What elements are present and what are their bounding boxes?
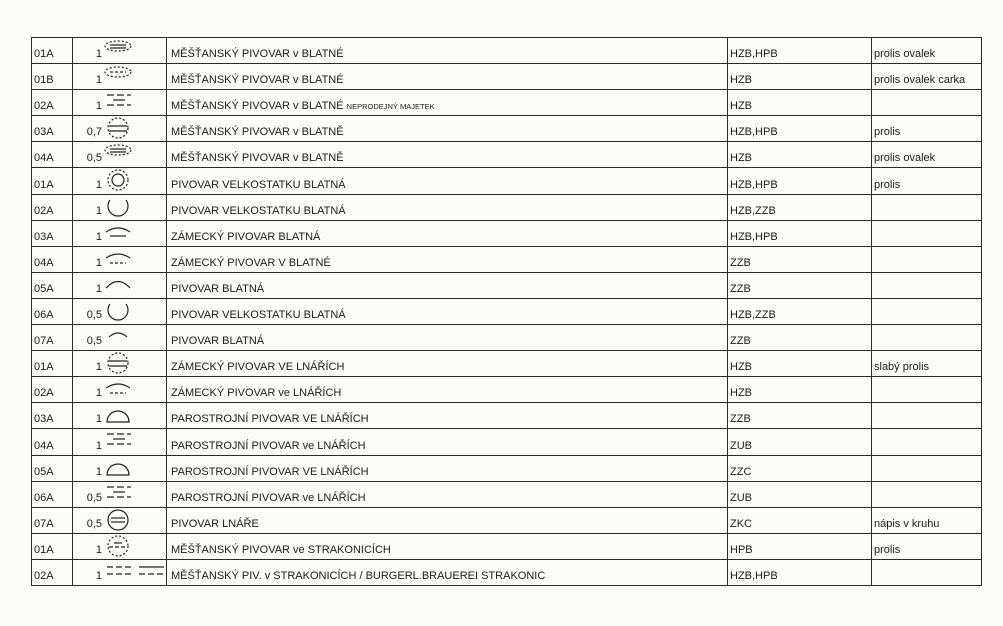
arc-dotted-lines-icon [104, 378, 166, 402]
coefficient-cell: 1 [73, 38, 105, 64]
code-cell: 02A [32, 559, 73, 585]
mark-cell [104, 325, 167, 351]
brewery-name-cell: PIVOVAR BLATNÁ [167, 272, 728, 298]
code-cell: 01A [32, 533, 73, 559]
coefficient-cell: 1 [73, 194, 105, 220]
double-dash-pair-icon [104, 561, 166, 585]
category-cell: ZZB [728, 403, 872, 429]
table-row [32, 403, 982, 429]
code-cell: 03A [32, 403, 73, 429]
code-cell: 04A [32, 246, 73, 272]
brewery-name-cell: MĚŠŤANSKÝ PIVOVAR ve STRAKONICÍCH [167, 533, 728, 559]
mark-cell [104, 142, 167, 168]
brewery-name-cell: ZÁMECKÝ PIVOVAR V BLATNÉ [167, 246, 728, 272]
table-body [32, 38, 982, 586]
oval-dotted-lines-icon [104, 143, 166, 167]
code-cell: 06A [32, 481, 73, 507]
arc-lines-icon [104, 222, 166, 246]
code-cell: 02A [32, 90, 73, 116]
category-cell: HZB,HPB [728, 116, 872, 142]
dotted-circle-lines-icon [104, 352, 166, 376]
code-cell: 03A [32, 220, 73, 246]
dotted-circle-lines-icon [104, 117, 166, 141]
table-row [32, 298, 982, 324]
mark-cell [104, 194, 167, 220]
code-cell: 01B [32, 64, 73, 90]
dotted-circle-icon [104, 169, 166, 193]
table-row [32, 507, 982, 533]
category-cell: HZB,ZZB [728, 194, 872, 220]
brewery-name-cell: PIVOVAR VELKOSTATKU BLATNÁ [167, 298, 728, 324]
mark-cell [104, 64, 167, 90]
beer-label-table [31, 37, 982, 586]
table-row [32, 246, 982, 272]
brewery-name-cell: PIVOVAR VELKOSTATKU BLATNÁ [167, 168, 728, 194]
table-row [32, 116, 982, 142]
note-cell [872, 298, 982, 324]
coefficient-cell: 1 [73, 533, 105, 559]
coefficient-cell: 1 [73, 403, 105, 429]
code-cell: 01A [32, 38, 73, 64]
table-row [32, 377, 982, 403]
table-row [32, 351, 982, 377]
category-cell: ZZB [728, 246, 872, 272]
table-row [32, 559, 982, 585]
table-row [32, 220, 982, 246]
code-cell: 07A [32, 325, 73, 351]
note-cell [872, 481, 982, 507]
code-cell: 05A [32, 455, 73, 481]
brewery-name-cell: MĚŠŤANSKÝ PIVOVAR v BLATNÉ [167, 38, 728, 64]
note-cell: nápis v kruhu [872, 507, 982, 533]
table-row [32, 455, 982, 481]
coefficient-cell: 1 [73, 272, 105, 298]
category-cell: HZB [728, 142, 872, 168]
note-cell: prolis [872, 116, 982, 142]
coefficient-cell: 1 [73, 351, 105, 377]
code-cell: 06A [32, 298, 73, 324]
brewery-name-cell: ZÁMECKÝ PIVOVAR VE LNÁŘÍCH [167, 351, 728, 377]
coefficient-cell: 0,5 [73, 481, 105, 507]
code-cell: 02A [32, 377, 73, 403]
arc-dotted-lines-icon [104, 248, 166, 272]
brewery-name-cell: PIVOVAR VELKOSTATKU BLATNÁ [167, 194, 728, 220]
note-cell [872, 246, 982, 272]
brewery-name-cell: MĚŠŤANSKÝ PIVOVAR v BLATNÉ [167, 64, 728, 90]
dome-icon [104, 457, 166, 481]
double-dashed-lines-icon [104, 483, 166, 507]
table-row [32, 64, 982, 90]
note-cell: prolis ovalek [872, 142, 982, 168]
brewery-name-cell: PAROSTROJNÍ PIVOVAR VE LNÁŘÍCH [167, 455, 728, 481]
coefficient-cell: 0,5 [73, 325, 105, 351]
table-row [32, 272, 982, 298]
brewery-name-cell: PAROSTROJNÍ PIVOVAR VE LNÁŘÍCH [167, 403, 728, 429]
coefficient-cell: 1 [73, 168, 105, 194]
table-row [32, 90, 982, 116]
category-cell: ZKC [728, 507, 872, 533]
mark-cell [104, 403, 167, 429]
category-cell: HZB,HPB [728, 38, 872, 64]
note-cell [872, 455, 982, 481]
note-cell: prolis [872, 168, 982, 194]
coefficient-cell: 0,5 [73, 298, 105, 324]
mark-cell [104, 298, 167, 324]
small-arc-icon [104, 326, 166, 350]
oval-dotted-lines-icon [104, 39, 166, 63]
category-cell: HZB,HPB [728, 168, 872, 194]
category-cell: HZB [728, 351, 872, 377]
mark-cell [104, 168, 167, 194]
mark-cell [104, 90, 167, 116]
dotted-circle-dashes-icon [104, 535, 166, 559]
table-row [32, 325, 982, 351]
category-cell: ZZC [728, 455, 872, 481]
note-cell: slabý prolis [872, 351, 982, 377]
brewery-name-cell: ZÁMECKÝ PIVOVAR ve LNÁŘÍCH [167, 377, 728, 403]
code-cell: 04A [32, 142, 73, 168]
brewery-name-cell: MĚŠŤANSKÝ PIVOVAR v BLATNÉ NEPRODEJNÝ MAJETEK [167, 90, 728, 116]
mark-cell [104, 533, 167, 559]
table-row [32, 194, 982, 220]
mark-cell [104, 429, 167, 455]
category-cell: ZZB [728, 272, 872, 298]
brewery-name-cell: MĚŠŤANSKÝ PIVOVAR v BLATNĚ [167, 142, 728, 168]
note-cell [872, 220, 982, 246]
name-suffix: NEPRODEJNÝ MAJETEK [346, 102, 435, 112]
brewery-name-cell: ZÁMECKÝ PIVOVAR BLATNÁ [167, 220, 728, 246]
code-cell: 02A [32, 194, 73, 220]
note-cell: prolis ovalek carka [872, 64, 982, 90]
note-cell [872, 325, 982, 351]
note-cell [872, 429, 982, 455]
note-cell [872, 559, 982, 585]
coefficient-cell: 0,5 [73, 507, 105, 533]
note-cell [872, 272, 982, 298]
coefficient-cell: 1 [73, 64, 105, 90]
table-row [32, 429, 982, 455]
mark-cell [104, 351, 167, 377]
category-cell: HZB,ZZB [728, 298, 872, 324]
code-cell: 01A [32, 168, 73, 194]
open-circle-icon [104, 196, 166, 220]
mark-cell [104, 116, 167, 142]
coefficient-cell: 1 [73, 90, 105, 116]
brewery-name-cell: MĚŠŤANSKÝ PIV. v STRAKONICÍCH / BURGERL.BRAUEREI STRAKONIC [167, 559, 728, 585]
table-row [32, 168, 982, 194]
code-cell: 01A [32, 351, 73, 377]
mark-cell [104, 507, 167, 533]
category-cell: ZUB [728, 429, 872, 455]
arc-icon [104, 274, 166, 298]
note-cell [872, 377, 982, 403]
code-cell: 03A [32, 116, 73, 142]
coefficient-cell: 0,5 [73, 142, 105, 168]
coefficient-cell: 1 [73, 220, 105, 246]
open-circle-icon [104, 300, 166, 324]
note-cell [872, 403, 982, 429]
mark-cell [104, 38, 167, 64]
oval-dotted-dashes-icon [104, 65, 166, 89]
code-cell: 04A [32, 429, 73, 455]
coefficient-cell: 1 [73, 377, 105, 403]
note-cell [872, 90, 982, 116]
double-dashed-lines-icon [104, 430, 166, 454]
table-row [32, 481, 982, 507]
table-row [32, 533, 982, 559]
coefficient-cell: 1 [73, 559, 105, 585]
mark-cell [104, 481, 167, 507]
brewery-name-cell: PAROSTROJNÍ PIVOVAR ve LNÁŘÍCH [167, 429, 728, 455]
brewery-name-cell: PIVOVAR BLATNÁ [167, 325, 728, 351]
code-cell: 05A [32, 272, 73, 298]
note-cell: prolis [872, 533, 982, 559]
mark-cell [104, 246, 167, 272]
category-cell: HZB,HPB [728, 220, 872, 246]
category-cell: HPB [728, 533, 872, 559]
mark-cell [104, 559, 167, 585]
table-row [32, 142, 982, 168]
coefficient-cell: 1 [73, 429, 105, 455]
category-cell: HZB [728, 377, 872, 403]
brewery-name-cell: MĚŠŤANSKÝ PIVOVAR v BLATNĚ [167, 116, 728, 142]
brewery-name-cell: PAROSTROJNÍ PIVOVAR ve LNÁŘÍCH [167, 481, 728, 507]
category-cell: HZB,HPB [728, 559, 872, 585]
note-cell [872, 194, 982, 220]
double-dashed-lines-icon [104, 91, 166, 115]
code-cell: 07A [32, 507, 73, 533]
category-cell: ZZB [728, 325, 872, 351]
mark-cell [104, 455, 167, 481]
circle-with-bar-icon [104, 509, 166, 533]
category-cell: HZB [728, 64, 872, 90]
mark-cell [104, 377, 167, 403]
note-cell: prolis ovalek [872, 38, 982, 64]
category-cell: HZB [728, 90, 872, 116]
mark-cell [104, 272, 167, 298]
table-row [32, 38, 982, 64]
coefficient-cell: 0,7 [73, 116, 105, 142]
coefficient-cell: 1 [73, 455, 105, 481]
category-cell: ZUB [728, 481, 872, 507]
coefficient-cell: 1 [73, 246, 105, 272]
dome-icon [104, 404, 166, 428]
mark-cell [104, 220, 167, 246]
brewery-name-cell: PIVOVAR LNÁŘE [167, 507, 728, 533]
